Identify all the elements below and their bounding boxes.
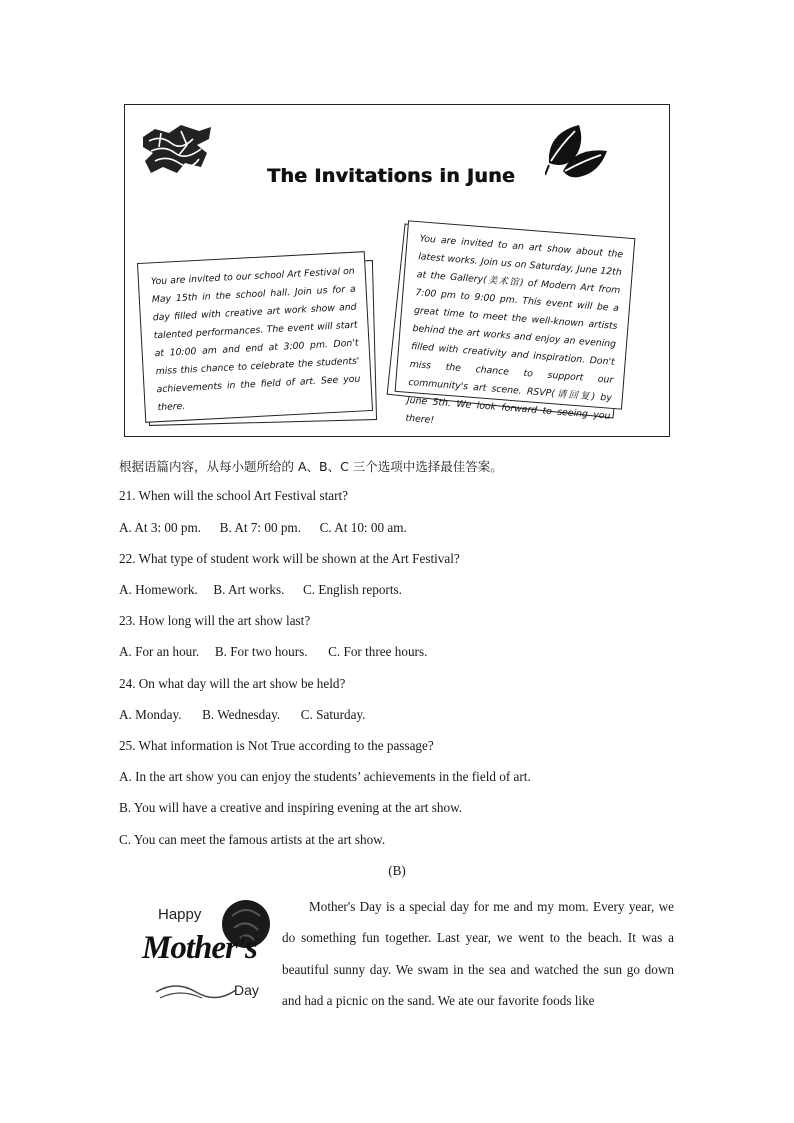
option-21a[interactable]: A. At 3: 00 pm.	[119, 520, 202, 535]
option-25a[interactable]: A. In the art show you can enjoy the students’ achievements in the field of art.	[119, 769, 531, 784]
option-23c[interactable]: C. For three hours.	[328, 644, 428, 659]
scribble-art-icon	[141, 123, 213, 175]
option-24a[interactable]: A. Monday.	[119, 707, 182, 722]
mothers-day-logo	[136, 894, 272, 1006]
instruction: 根据语篇内容，从每小题所给的 A、B、C 三个选项中选择最佳答案。	[119, 459, 503, 474]
option-25b[interactable]: B. You will have a creative and inspiring evening at the art show.	[119, 800, 463, 815]
option-21b[interactable]: B. At 7: 00 pm.	[219, 520, 301, 535]
question-23: 23. How long will the art show last?	[119, 613, 311, 628]
option-25c[interactable]: C. You can meet the famous artists at the art show.	[119, 832, 386, 847]
question-22: 22. What type of student work will be shown at the Art Festival?	[119, 551, 460, 566]
options-24	[119, 707, 365, 723]
question-25: 25. What information is Not True according to the passage?	[119, 738, 434, 753]
options-23	[119, 644, 427, 660]
option-23b[interactable]: B. For two hours.	[214, 644, 308, 659]
option-22a[interactable]: A. Homework.	[119, 582, 198, 597]
option-23a[interactable]: A. For an hour.	[119, 644, 200, 659]
mothers-day-passage	[282, 891, 674, 1016]
question-24: 24. On what day will the art show be held?	[119, 676, 346, 691]
art-show-text: You are invited to an art show about the latest works. Join us on Saturday, June 12th at the Gallery(美术馆) of Modern Art from 7:00 pm to 9:00 pm. This event will be a great time to meet the well-known artists behind the art works and enjoy an evening filled with creativity and inspiration. Don't miss the chance to support our community's art scene. RSVP(请回复) by June 5th. We look forward to seeing you there!	[405, 233, 624, 426]
options-21	[119, 520, 407, 536]
options-22	[119, 582, 402, 598]
question-21: 21. When will the school Art Festival start?	[119, 488, 349, 503]
option-24b[interactable]: B. Wednesday.	[202, 707, 281, 722]
school-festival-card	[137, 251, 373, 423]
option-21c[interactable]: C. At 10: 00 am.	[319, 520, 407, 535]
option-24c[interactable]: C. Saturday.	[300, 707, 366, 722]
option-22c[interactable]: C. English reports.	[303, 582, 402, 597]
logo-mothers: Mother's	[142, 930, 257, 966]
invitation-title: The Invitations in June	[266, 165, 516, 187]
logo-happy: Happy	[158, 906, 202, 923]
invitation-figure	[124, 104, 670, 437]
mothers-day-paragraph: Mother's Day is a special day for me and my mom. Every year, we do something fun together. Last year, we went to the beach. It was a beautiful sunny day. We swam in the sea and watched the sun go down and had a picnic on the sand. We ate our favorite foods like	[282, 899, 674, 1008]
section-b-label: (B)	[388, 863, 406, 878]
school-festival-text: You are invited to our school Art Festival on May 15th in the school hall. Join us for a day filled with creative art work show and talented performances. The event will start at 10:00 am and end at 3:00 pm. Don't miss this chance to celebrate the students' achievements in the field of art. See you there.	[150, 265, 361, 414]
leaf-icon	[545, 123, 611, 181]
logo-day: Day	[234, 982, 259, 998]
option-22b[interactable]: B. Art works.	[213, 582, 285, 597]
art-show-card	[395, 220, 636, 426]
